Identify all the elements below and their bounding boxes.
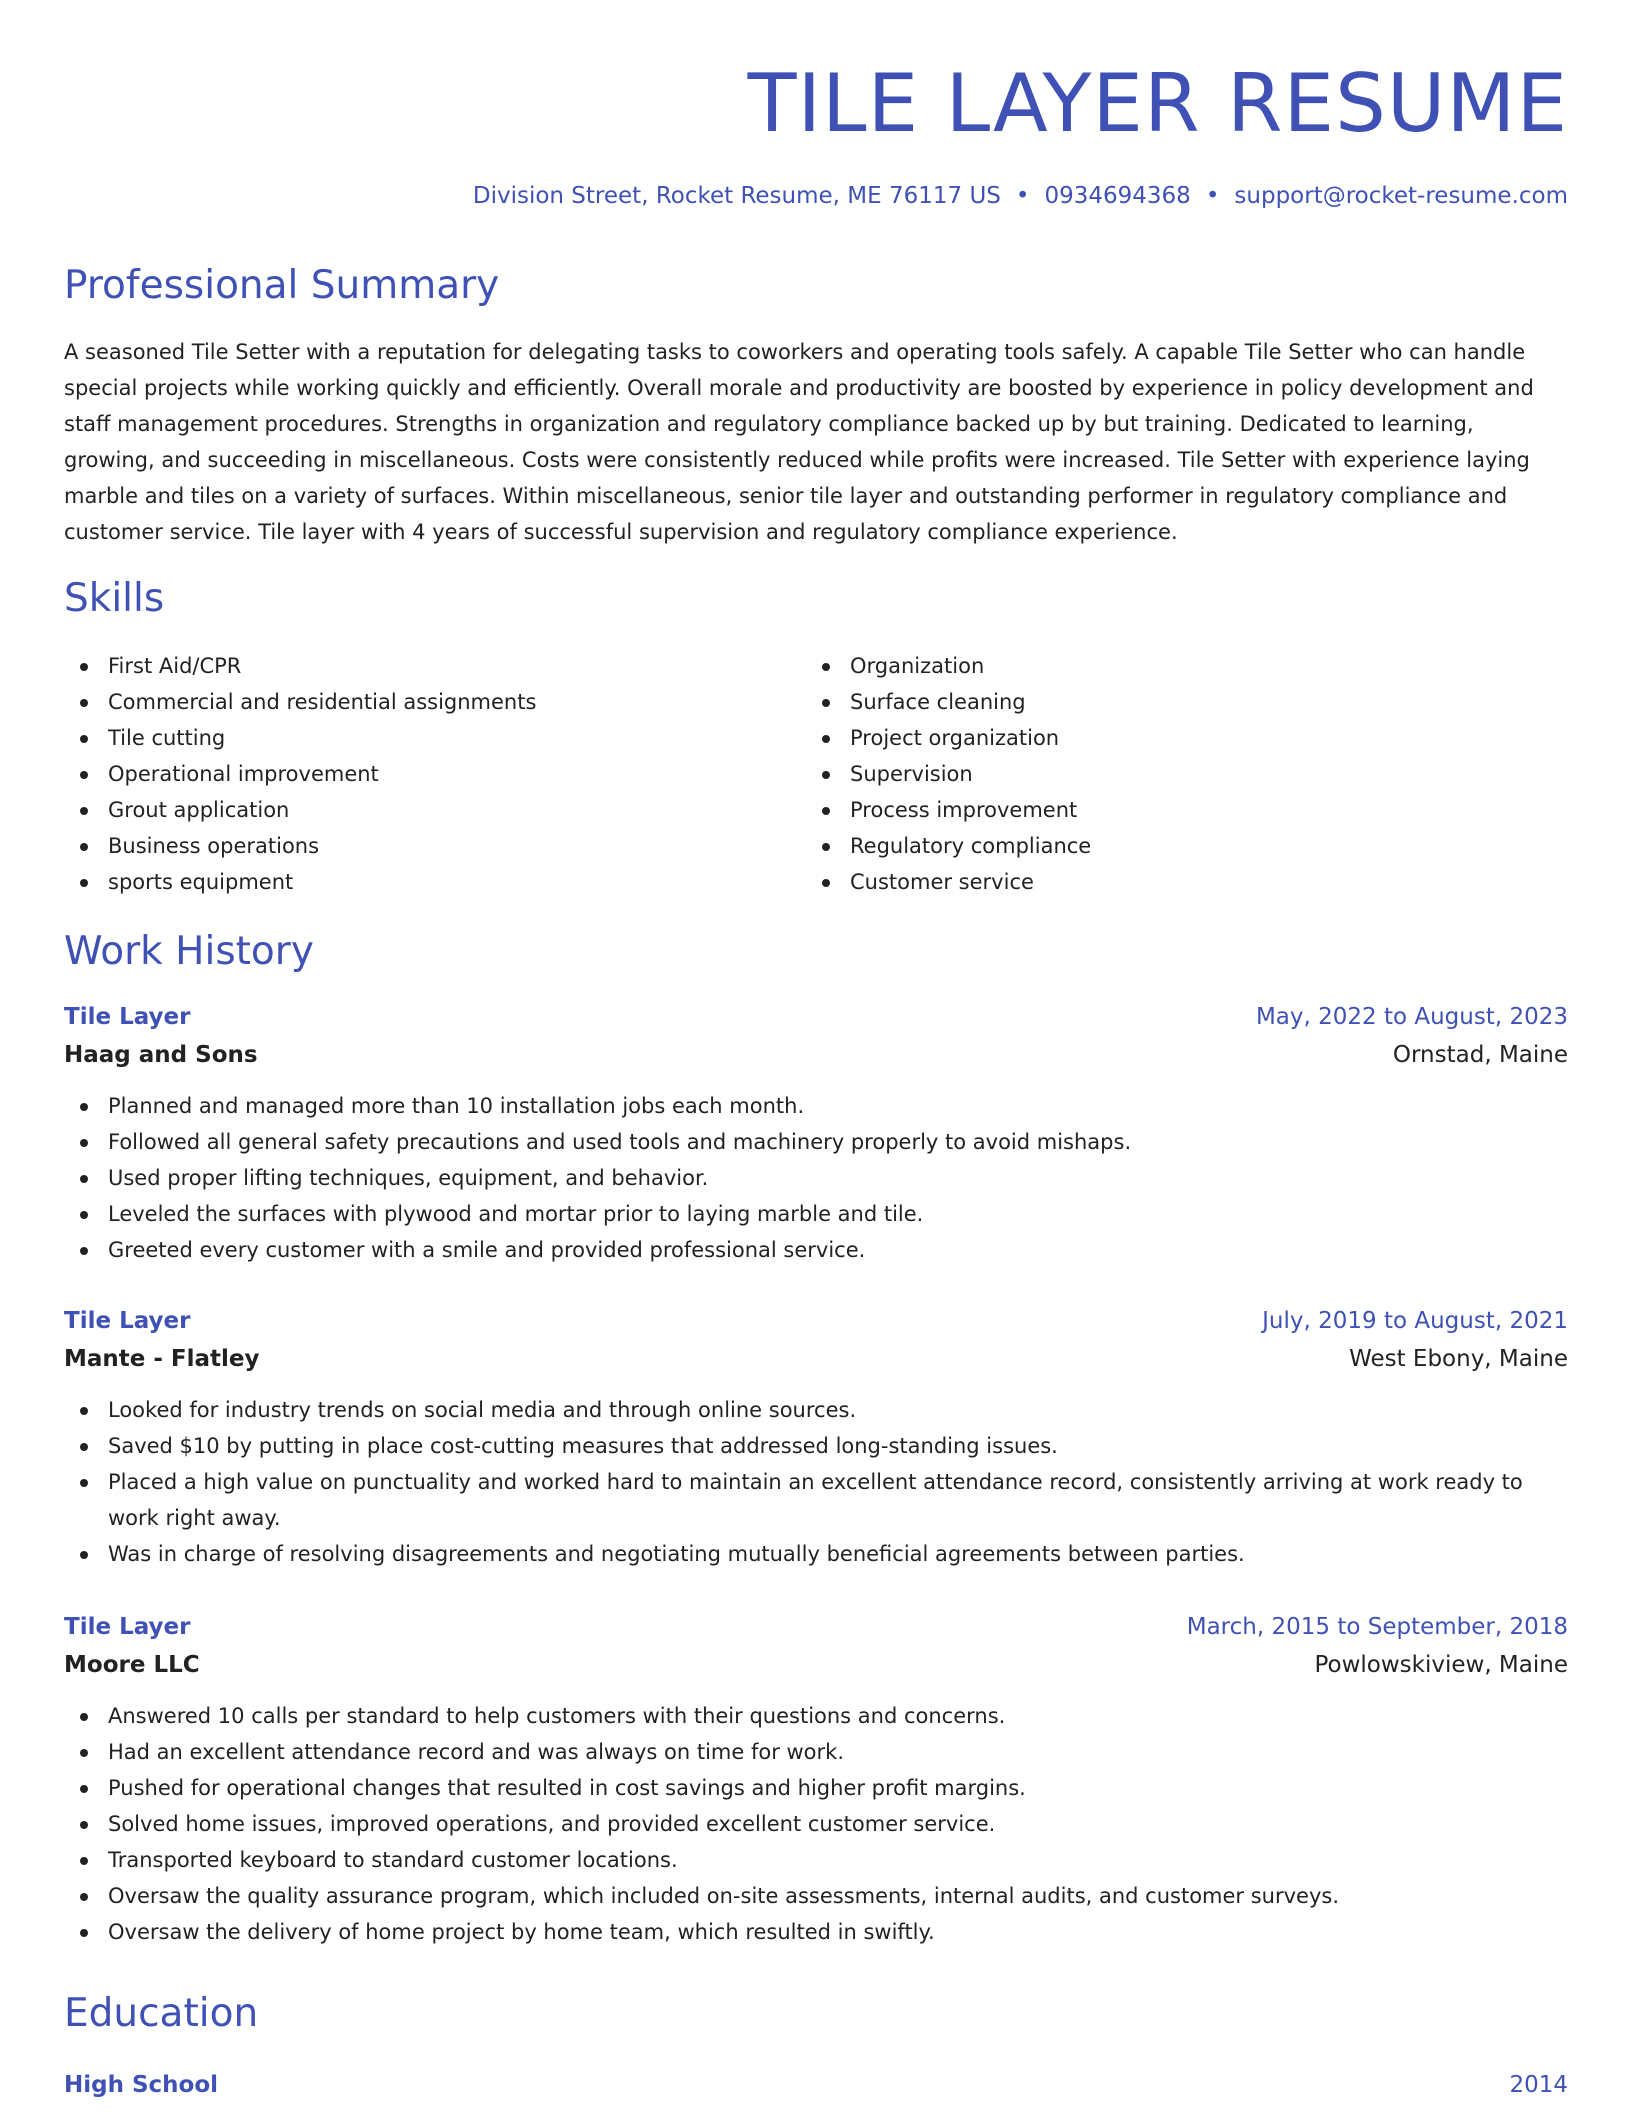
duty-item: Solved home issues, improved operations, and provided excellent customer service. [64,1806,1568,1842]
contact-phone: 0934694368 [1044,183,1191,209]
education-entry [64,2066,1568,2104]
job-company: Moore LLC [64,1652,200,1678]
duty-item: Oversaw the quality assurance program, which included on-site assessments, internal audits, and customer surveys. [64,1878,1568,1914]
duty-item: Looked for industry trends on social media and through online sources. [64,1392,1568,1428]
skill-item: Project organization [806,720,1526,756]
job-company: Mante - Flatley [64,1346,260,1372]
summary-text: A seasoned Tile Setter with a reputation for delegating tasks to coworkers and operating tools safely. A capable Tile Setter who can handle special projects while working quickly and efficiently. Overall morale and productivity are boosted by experience in policy development and staff management procedures. Strengths in organization and regulatory compliance backed up by but training. Dedicated to learning, growing, and succeeding in miscellaneous. Costs were consistently reduced while profits were increased. Tile Setter with experience laying marble and tiles on a variety of surfaces. Within miscellaneous, senior tile layer and outstanding performer in regulatory compliance and customer service. Tile layer with 4 years of successful supervision and regulatory compliance experience. [64,340,1534,544]
duty-item: Leveled the surfaces with plywood and mortar prior to laying marble and tile. [64,1196,1568,1232]
duty-item: Answered 10 calls per standard to help customers with their questions and concerns. [64,1698,1568,1734]
skills-heading: Skills [64,576,165,621]
duty-item: Pushed for operational changes that resulted in cost savings and higher profit margins. [64,1770,1568,1806]
skill-item: Commercial and residential assignments [64,684,784,720]
job-company: Haag and Sons [64,1042,258,1068]
job-title: Tile Layer [64,1004,191,1030]
job-location: Powlowskiview, Maine [1314,1652,1568,1678]
skill-item: First Aid/CPR [64,648,784,684]
duty-item: Had an excellent attendance record and was always on time for work. [64,1734,1568,1770]
job-dates: May, 2022 to August, 2023 [1255,1004,1568,1030]
skill-item: Business operations [64,828,784,864]
skill-item: Process improvement [806,792,1526,828]
job-entry [64,1608,1568,1950]
skill-item: sports equipment [64,864,784,900]
job-title: Tile Layer [64,1614,191,1640]
duty-item: Saved $10 by putting in place cost-cutting measures that addressed long-standing issues. [64,1428,1568,1464]
duty-item: Followed all general safety precautions and used tools and machinery properly to avoid mishaps. [64,1124,1568,1160]
skills-list-left [64,648,784,900]
duty-item: Was in charge of resolving disagreements and negotiating mutually beneficial agreements between parties. [64,1536,1568,1572]
job-title: Tile Layer [64,1308,191,1334]
skill-item: Grout application [64,792,784,828]
work-history-heading: Work History [64,929,314,974]
duty-item: Placed a high value on punctuality and worked hard to maintain an excellent attendance record, consistently arriving at work ready to work right away. [64,1464,1568,1536]
duty-item: Used proper lifting techniques, equipment, and behavior. [64,1160,1568,1196]
skill-item: Organization [806,648,1526,684]
skill-item: Surface cleaning [806,684,1526,720]
education-heading: Education [64,1991,259,2036]
job-entry [64,1302,1568,1572]
skill-item: Operational improvement [64,756,784,792]
skill-item: Customer service [806,864,1526,900]
contact-separator: • [1015,183,1030,209]
skill-item: Tile cutting [64,720,784,756]
duty-item: Transported keyboard to standard customer locations. [64,1842,1568,1878]
duty-item: Greeted every customer with a smile and provided professional service. [64,1232,1568,1268]
education-year: 2014 [1509,2072,1568,2098]
job-entry [64,998,1568,1268]
education-degree: High School [64,2072,219,2098]
skill-item: Regulatory compliance [806,828,1526,864]
job-duties [64,1088,1568,1268]
contact-address: Division Street, Rocket Resume, ME 76117 US [472,183,1001,209]
job-dates: March, 2015 to September, 2018 [1186,1614,1568,1640]
contact-email: support@rocket-resume.com [1234,183,1568,209]
contact-line [473,180,1568,212]
summary-heading: Professional Summary [64,263,500,308]
contact-separator: • [1205,183,1220,209]
job-location: Ornstad, Maine [1392,1042,1568,1068]
skills-list-right [806,648,1526,900]
job-dates: July, 2019 to August, 2021 [1262,1308,1568,1334]
job-duties [64,1392,1568,1572]
skill-item: Supervision [806,756,1526,792]
duty-item: Planned and managed more than 10 installation jobs each month. [64,1088,1568,1124]
job-location: West Ebony, Maine [1349,1346,1568,1372]
duty-item: Oversaw the delivery of home project by home team, which resulted in swiftly. [64,1914,1568,1950]
job-duties [64,1698,1568,1950]
resume-title: TILE LAYER RESUME [747,57,1568,150]
